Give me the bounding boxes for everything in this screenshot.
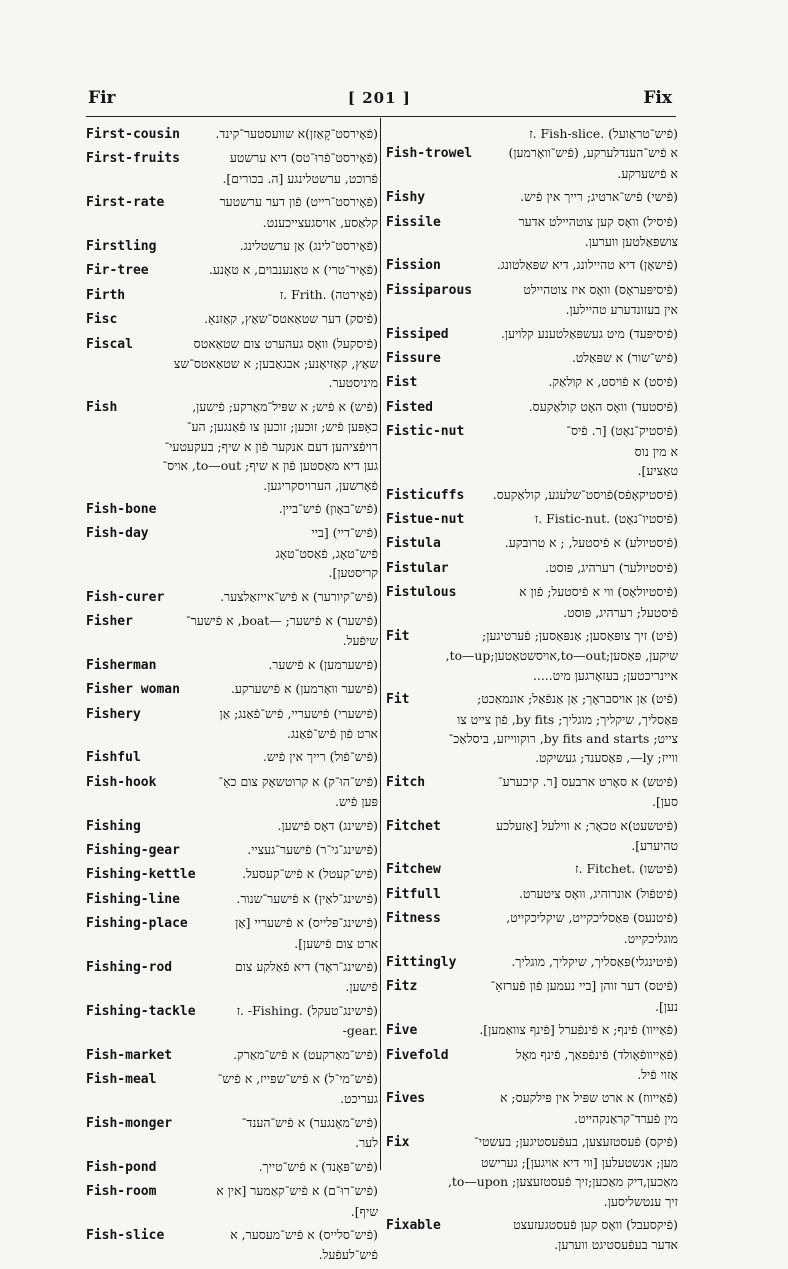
definition-continuation: פֿרוכט, ערשטלינגע [ה. בכורים]. <box>222 170 378 186</box>
dictionary-entry <box>86 523 378 582</box>
definition-text: (פֿיש־שור) א שפּאַלט. <box>571 350 678 366</box>
headword: Fistulous <box>386 585 457 601</box>
entry-first-line <box>386 582 678 602</box>
headword: First-cousin <box>86 127 180 142</box>
headword: Fivefold <box>386 1047 449 1063</box>
headword: Fish <box>86 399 118 415</box>
entry-first-line <box>86 124 378 144</box>
definition-text: (פֿיסיפּעראָס) וואָס איז צוטהיילט <box>523 281 678 297</box>
definition-text: (פֿיש־הוּ־ק) א קרוטשאָק צום כאַ־ <box>218 773 378 789</box>
definition-text: (פֿיסקעל) וואָס געהערט צום שטאַאטס <box>193 335 378 351</box>
definition-text: (פֿיש־רוּ־ם) א פֿיש־קאַמער [אין א <box>216 1183 378 1199</box>
entry-first-line <box>386 372 678 392</box>
definition-text: (פֿיסט) א פֿויסט, א קולאַק. <box>548 374 678 390</box>
dictionary-entry <box>386 626 678 685</box>
definition-continuation: אין בעזונדערע טהיילען. <box>565 302 678 318</box>
definition-continuation: גען דיא מאַסטען פֿון א שיף; to—out, אויס־ <box>162 458 378 474</box>
dictionary-entry <box>86 1069 378 1109</box>
definition-text: (פֿאַייוופֿאָולד) פֿינפֿפאַך, פֿינף מאָל <box>515 1046 678 1062</box>
dictionary-entry <box>386 212 678 252</box>
definition-continuation: ארט צום פֿישען]. <box>294 935 378 951</box>
dictionary-entry <box>86 611 378 651</box>
entry-first-line <box>386 509 678 529</box>
definition-continuation: פֿיסטעל; רערהיג, פּוסט. <box>563 604 678 620</box>
entry-first-line <box>386 212 678 232</box>
definition-text: (פֿיש־מאָנגער) א פֿיש־הענד־ <box>241 1114 378 1130</box>
definition-text: (פֿישאָן) דיא טהיילונג, דיא שפּאַלטונג. <box>496 257 678 273</box>
dictionary-entry <box>86 1157 378 1177</box>
dictionary-entry <box>86 1045 378 1065</box>
headword: Fisticuffs <box>386 487 465 503</box>
headword: Fitchet <box>386 818 441 834</box>
entry-first-line <box>86 523 378 543</box>
entry-first-line <box>86 148 378 168</box>
dictionary-entry <box>386 255 678 275</box>
definition-text: (פֿיט) אַן אויסבראָך; אַן אַנפֿאַל; אונמאַכט; <box>477 691 678 707</box>
dictionary-entry <box>86 148 378 188</box>
entry-first-line <box>86 192 378 212</box>
dictionary-entry <box>386 908 678 948</box>
definition-text: (פֿישינג־לאַין) א פֿישער־שנור. <box>236 890 378 906</box>
dictionary-entry <box>386 816 678 856</box>
dictionary-entry <box>386 509 678 529</box>
entry-first-line <box>86 1181 378 1201</box>
headword: Fish-curer <box>86 589 165 605</box>
headword: Fittingly <box>386 955 457 971</box>
entry-first-line <box>86 747 378 767</box>
headword: Fishery <box>86 706 141 722</box>
dictionary-entry <box>386 772 678 812</box>
definition-text: (פֿישינג) דאָס פֿישען. <box>277 817 378 833</box>
definition-text: (פֿיסטיולאָס) ווי א פֿיסטעל; פֿון א <box>519 584 678 600</box>
headword: Fish-day <box>86 526 149 542</box>
definition-continuation: זיך ענטשליסען. <box>603 1193 678 1209</box>
dictionary-entry <box>86 1113 378 1153</box>
definition-text: (פֿיטש) א סאָרט ארבעס [ר. קיכערע־ <box>497 773 678 789</box>
entry-first-line <box>86 816 378 836</box>
entry-first-line <box>386 485 678 505</box>
entry-first-line <box>86 1069 378 1089</box>
definition-text: (פֿאָירטה) .Frith .ז <box>279 286 378 302</box>
headword: Fish-trowel <box>386 146 473 162</box>
entry-first-line <box>86 772 378 792</box>
definition-continuation: אַזוי פֿיל. <box>637 1067 678 1083</box>
entry-first-line <box>386 816 678 836</box>
dictionary-entry <box>86 499 378 519</box>
dictionary-entry <box>386 976 678 1016</box>
headword: Fixable <box>386 1217 441 1233</box>
definition-text: (פֿיש־דיי) [ביי <box>311 525 378 541</box>
definition-continuation: א מין נוס <box>634 443 678 459</box>
headword: Fissure <box>386 351 441 367</box>
definition-continuation: כאַפּען פֿיש; זוּכען; זוכען צו פֿאַנגען; הע־ <box>186 419 378 435</box>
headword: Fish-hook <box>86 774 157 790</box>
entry-first-line <box>86 285 378 305</box>
dictionary-entry <box>386 421 678 480</box>
definition-text: (פֿיש־קעטל) א פֿיש־קעסעל. <box>242 866 378 882</box>
headword: Fishing-kettle <box>86 867 196 883</box>
headword: Five <box>386 1023 418 1039</box>
dictionary-entry <box>86 840 378 860</box>
definition-text: (פֿיטשו) .Fitchet .ז <box>575 861 678 877</box>
definition-continuation: קלאַסע, אויסגעצייכענט. <box>262 214 378 230</box>
definition-text: (פֿיסק) דער שטאַאטס־שאַץ, קאַזנאַ. <box>204 311 378 327</box>
entry-first-line <box>86 864 378 884</box>
headword: Fish-slice <box>86 1227 165 1243</box>
headword: Fitchew <box>386 862 441 878</box>
definition-text: (פֿיסטיקאָפֿס)פֿויסט־שלעגע, קולאַקעס. <box>492 486 678 502</box>
entry-first-line <box>86 655 378 675</box>
headword: Fish-meal <box>86 1072 157 1088</box>
dictionary-entry <box>386 689 678 768</box>
definition-continuation: א פֿישערקע. <box>617 165 678 181</box>
entry-first-line <box>386 884 678 904</box>
definition-text: א פֿיש־הענדלערקע, (פֿיש־וואָרמען) <box>508 145 678 161</box>
entry-first-line <box>86 499 378 519</box>
entry-first-line <box>386 533 678 553</box>
dictionary-entry <box>86 1225 378 1265</box>
definition-text: (פֿיש־מאַרקעט) א פֿיש־מאַרק. <box>233 1046 378 1062</box>
headword: Fishing-line <box>86 891 180 907</box>
headword: Fish-pond <box>86 1159 157 1175</box>
entry-first-line <box>386 421 678 441</box>
definition-text: (פֿיסטיו־נאָט) .Fistic-nut .ז <box>534 510 678 526</box>
entry-first-line <box>386 1045 678 1065</box>
definition-text: (פֿאָירסט־רייט) פֿון דער ערשטער <box>219 194 378 210</box>
dictionary-entry <box>86 1181 378 1221</box>
entry-first-line <box>386 324 678 344</box>
definition-text: (פֿיסיל) וואָס קען צוטהיילט אדער <box>518 213 678 229</box>
headword: Fisher <box>86 613 133 629</box>
definition-continuation: שאַץ, קאַזיאָנע; אבגאַבען; א שטאַאטס־שצ <box>173 356 378 372</box>
entry-first-line <box>86 679 378 699</box>
headword: Fishing <box>86 818 141 834</box>
definition-text: (פֿיש־פֿול) רייך אין פֿיש. <box>262 749 378 765</box>
dictionary-entry <box>386 187 678 207</box>
definition-text: (פֿישערי) פֿישעריי, פֿיש־פֿאַנג; אַן <box>219 705 378 721</box>
entry-first-line <box>86 611 378 631</box>
entry-first-line <box>386 255 678 275</box>
header-right-word: Fix <box>643 88 672 108</box>
entry-first-line <box>386 976 678 996</box>
dictionary-entry <box>386 280 678 320</box>
dictionary-entry <box>86 704 378 744</box>
definition-text: (פֿאָירסט־לינג) אַן ערשטלינג. <box>239 238 378 254</box>
dictionary-entry <box>86 889 378 909</box>
definition-continuation: שיפֿעל. <box>342 633 378 649</box>
definition-text: (פֿישינג־טעקל) .Fishing- .ז <box>236 1002 378 1018</box>
definition-text: (פֿיטנעס) פּאַסליכקייט, שיקליכקייט, <box>506 910 678 926</box>
dictionary-entry <box>86 913 378 953</box>
dictionary-entry <box>386 1132 678 1211</box>
dictionary-entry <box>86 260 378 280</box>
definition-text: (פֿיט) זיך צופּאַסען; אַנפּאַסען; פֿערטיגען; <box>482 627 678 643</box>
definition-continuation: מוגליכקייט. <box>623 930 678 946</box>
headword: Fishing-gear <box>86 843 180 858</box>
entry-first-line <box>386 1132 678 1152</box>
dictionary-entry <box>386 558 678 578</box>
entry-first-line <box>386 397 678 417</box>
dictionary-entry <box>86 772 378 812</box>
headword: Fitz <box>386 979 418 995</box>
definition-continuation: (פֿיש־טראַועל) .Fish-slice .ז <box>529 126 678 141</box>
entry-first-line <box>386 689 678 709</box>
headword: Fit <box>386 628 410 644</box>
headword: Firth <box>86 287 126 303</box>
headword: Firstling <box>86 239 157 255</box>
dictionary-entry <box>386 582 678 622</box>
entry-first-line <box>86 1113 378 1133</box>
definition-continuation: טאַציע]. <box>637 463 678 479</box>
definition-text: (פֿיש־סלייס) א פֿיש־מעסער, א <box>230 1226 378 1242</box>
definition-continuation: צייט; by fits and starts, רוקווייזע, ביסלאַכ־ <box>448 730 678 746</box>
entry-first-line <box>86 309 378 329</box>
headword: Fisted <box>386 399 433 415</box>
dictionary-entry <box>86 1001 378 1041</box>
definition-text: (פֿישי) פֿיש־ארטיג; רייך אין פֿיש. <box>520 189 678 205</box>
definition-continuation: סען]. <box>652 794 678 810</box>
dictionary-entry <box>386 324 678 344</box>
dictionary-entry <box>386 884 678 904</box>
headword: Fir-tree <box>86 263 149 279</box>
definition-continuation: טהיערע]. <box>631 838 678 853</box>
definition-text: (פֿיסטיק־נאָט) [ר. פֿיס־ <box>566 423 678 439</box>
entry-first-line <box>86 704 378 724</box>
entry-first-line <box>86 397 378 417</box>
right-column <box>386 124 678 1259</box>
entry-first-line <box>86 334 378 354</box>
definition-continuation: -gear. <box>342 1023 378 1039</box>
definition-continuation: רויפֿציהען דעם אנקער פֿון א שיף; בעקעטעי־ <box>164 438 378 454</box>
headword: Fission <box>386 258 441 274</box>
definition-text: (פֿישער) א פֿישער; —boat, א פֿישער־ <box>185 612 378 628</box>
entry-first-line <box>86 587 378 607</box>
headword: Fish-bone <box>86 501 157 517</box>
headword: Fishing-place <box>86 916 188 932</box>
definition-continuation: שיף]. <box>350 1203 378 1219</box>
headword: Fishy <box>386 190 426 206</box>
definition-continuation: געריכט. <box>340 1091 378 1107</box>
definition-continuation: ארט פֿון פֿיש־פֿאַנג. <box>287 725 378 741</box>
definition-text: (פֿישערמען) א פֿישער. <box>268 656 378 672</box>
definition-continuation: מיניסטער. <box>328 375 378 391</box>
headword: Fish-monger <box>86 1115 173 1131</box>
definition-text: (פֿיש־מי־ל) א פֿיש־שפּייז, א פֿיש־ <box>217 1071 378 1087</box>
definition-continuation: אדער בעפֿעסטיגט ווערען. <box>554 1237 678 1253</box>
entry-first-line <box>86 1045 378 1065</box>
definition-continuation: שיקען, פּאַסען;to—out,אויסשטאַטען;to—up, <box>445 648 678 664</box>
header-left-word: Fir <box>88 88 116 108</box>
headword: Fisc <box>86 312 118 328</box>
definition-text: (פֿיטשעט)א טכאָר; א ווילעל [אַזעלכע <box>496 817 678 833</box>
definition-continuation: ווייז; ly—, פּאַסענד; געשיקט. <box>535 750 678 766</box>
definition-text: (פֿיקס) פֿעסטזעצען, בעפֿעסטיגען; בעשטי־ <box>474 1134 678 1150</box>
definition-continuation: לער. <box>355 1135 378 1151</box>
definition-text: (פֿישער וואָרמען) א פֿישערקע. <box>230 681 378 697</box>
left-column <box>86 124 378 1269</box>
entry-first-line <box>86 840 378 860</box>
definition-text: (פֿיסטיולע) א פֿיסטעל, ; א טרובקע. <box>504 535 678 551</box>
definition-text: (פֿאַייוו) פֿינף; א פֿינפֿערל [פֿינף צוואַמען]. <box>479 1022 678 1038</box>
dictionary-entry <box>86 334 378 393</box>
definition-continuation: קריסטען]. <box>328 565 378 581</box>
column-divider <box>380 118 381 1170</box>
entry-first-line <box>386 1088 678 1108</box>
dictionary-entry <box>386 485 678 505</box>
entry-first-line <box>86 1157 378 1177</box>
definition-text: (פֿיסטיולער) רערהיג, פּוסט. <box>545 559 678 575</box>
definition-continuation: איינריכטען; בעזאָרגען מיט..... <box>532 667 678 683</box>
dictionary-entry <box>386 397 678 417</box>
definition-text: (פֿיש־קיורער) א פֿיש־אייזאַלצער. <box>220 588 378 604</box>
definition-text: (פֿיקסעבל) וואָס קען פֿעסטגעזעצט <box>513 1216 678 1232</box>
definition-text: (פֿיש) א פֿיש; א שפּיל־מאַרקע; פֿישען, <box>192 398 378 414</box>
entry-first-line <box>386 626 678 646</box>
entry-first-line <box>386 558 678 578</box>
dictionary-entry <box>386 1088 678 1128</box>
headword: Fisher woman <box>86 682 180 698</box>
definition-continuation: פֿאָרשען, הערויסקריגען. <box>263 477 378 493</box>
definition-text: (פֿיש־באָון) פֿיש־ביין. <box>278 500 378 516</box>
dictionary-entry <box>386 1215 678 1255</box>
dictionary-entry <box>386 372 678 392</box>
definition-text: (פֿישינג־פּלייס) א פֿישעריי [אַן <box>235 915 378 931</box>
dictionary-entry <box>86 124 378 144</box>
headword: Fistula <box>386 536 441 552</box>
page-number: [ 201 ] <box>347 89 411 107</box>
headword: Fistue-nut <box>386 511 465 527</box>
dictionary-entry <box>386 124 678 183</box>
headword: Fix <box>386 1135 410 1151</box>
definition-text: (פֿאָיר־טרי) א טאַנענבוים, א טאָנע. <box>208 262 378 278</box>
headword: Fisherman <box>86 657 157 673</box>
headword: Fissiparous <box>386 282 473 298</box>
dictionary-entry <box>386 348 678 368</box>
definition-continuation: פֿיש־טאָג, פֿאַסט־טאָג <box>275 545 378 561</box>
headword: Fistular <box>386 560 449 576</box>
headword: Fist <box>386 375 418 391</box>
definition-text: (פֿישינג־גי־ר) פֿישער־געציי. <box>247 842 378 857</box>
entry-first-line <box>386 1215 678 1235</box>
definition-text: (פֿיסטעד) וואָס האָט קולאַקעס. <box>528 398 678 414</box>
definition-text: (פֿיטינגלי)פּאַסליך, שיקליך, מוגליך. <box>511 954 678 970</box>
dictionary-entry <box>386 952 678 972</box>
headword: Fitch <box>386 774 426 790</box>
definition-continuation: מאַכען,דיק מאַכען;זיך פֿעסטזעצען; to—upon, <box>447 1174 678 1190</box>
dictionary-entry <box>86 655 378 675</box>
headword: Fitfull <box>386 886 441 902</box>
dictionary-entry <box>86 957 378 997</box>
entry-first-line <box>386 772 678 792</box>
entry-first-line <box>86 957 378 977</box>
headword: Fissile <box>386 214 441 230</box>
entry-first-line <box>386 1020 678 1040</box>
headword: First-rate <box>86 195 165 211</box>
headword: Fistic-nut <box>386 424 465 440</box>
entry-first-line <box>386 187 678 207</box>
header-rule <box>86 116 676 117</box>
entry-first-line <box>86 236 378 256</box>
entry-first-line <box>86 913 378 933</box>
headword: Fit <box>386 692 410 708</box>
entry-first-line <box>86 1001 378 1021</box>
definition-continuation: פֿיש־לעפֿעל. <box>318 1247 378 1263</box>
headword: Fissiped <box>386 326 449 342</box>
definition-continuation: מען; אנשטעלען [ווי דיא אויגען]; גערישט <box>481 1154 678 1170</box>
headword: First-fruits <box>86 151 180 167</box>
entry-first-line <box>386 952 678 972</box>
headword: Fives <box>386 1091 426 1107</box>
entry-first-line <box>86 260 378 280</box>
definition-continuation: פֿישען. <box>345 979 378 995</box>
dictionary-entry <box>86 309 378 329</box>
headword: Fish-market <box>86 1047 173 1063</box>
dictionary-entry <box>86 864 378 884</box>
definition-text: (פֿיטס) דער זוהן [ביי נעמען פֿון פֿערזאַ־ <box>490 978 678 994</box>
dictionary-entry <box>86 397 378 495</box>
definition-text: (פֿיטפֿול) אונרוהיג, וואָס ציטערט. <box>518 885 678 901</box>
headword: Fishful <box>86 750 141 766</box>
entry-first-line <box>386 143 678 163</box>
definition-continuation: צושפּאַלטען ווערען. <box>584 234 678 250</box>
dictionary-entry <box>86 747 378 767</box>
headword: Fishing-rod <box>86 960 173 976</box>
dictionary-entry <box>86 285 378 305</box>
definition-continuation: פּאַסליך, שיקליך; מוגליך; by fits, פֿון צייט צו <box>457 711 678 727</box>
definition-continuation: פּען פֿיש. <box>334 794 378 810</box>
dictionary-entry <box>86 236 378 256</box>
entry-first-line <box>86 889 378 909</box>
entry-first-line <box>386 348 678 368</box>
dictionary-entry <box>86 587 378 607</box>
headword: Fiscal <box>86 336 133 352</box>
entry-first-line <box>386 280 678 300</box>
headword: Fitness <box>386 911 441 927</box>
definition-text: (פֿאָירסט־קָאַזן)א שוועסטער־קינד. <box>215 126 378 141</box>
headword: Fishing-tackle <box>86 1003 196 1019</box>
definition-text: (פֿיש־פּאָנד) א פֿיש־טייך. <box>258 1158 378 1174</box>
dictionary-entry <box>86 816 378 836</box>
headword: Fish-room <box>86 1184 157 1200</box>
definition-text: (פֿאָירסט־פֿרוּ־טס) דיא ערשטע <box>229 150 378 166</box>
dictionary-entry <box>86 679 378 699</box>
entry-first-line <box>386 859 678 879</box>
entry-first-line <box>386 908 678 928</box>
dictionary-entry <box>386 859 678 879</box>
definition-text: (פֿאַייווז) א ארט שפּיל אין פּילקעס; א <box>500 1090 678 1106</box>
definition-continuation: נען]. <box>655 998 678 1014</box>
definition-continuation: מין פֿערד־קראַנקהייט. <box>574 1110 678 1126</box>
definition-text: (פֿיסיפּעד) מיט געשפּאַלטענע קלויען. <box>500 325 678 341</box>
dictionary-entry <box>386 1020 678 1040</box>
dictionary-entry <box>386 533 678 553</box>
dictionary-entry <box>86 192 378 232</box>
running-header <box>88 84 672 112</box>
dictionary-entry <box>386 1045 678 1085</box>
definition-text: (פֿישינג־ראָד) דיא פֿאַלקע צום <box>235 959 378 975</box>
